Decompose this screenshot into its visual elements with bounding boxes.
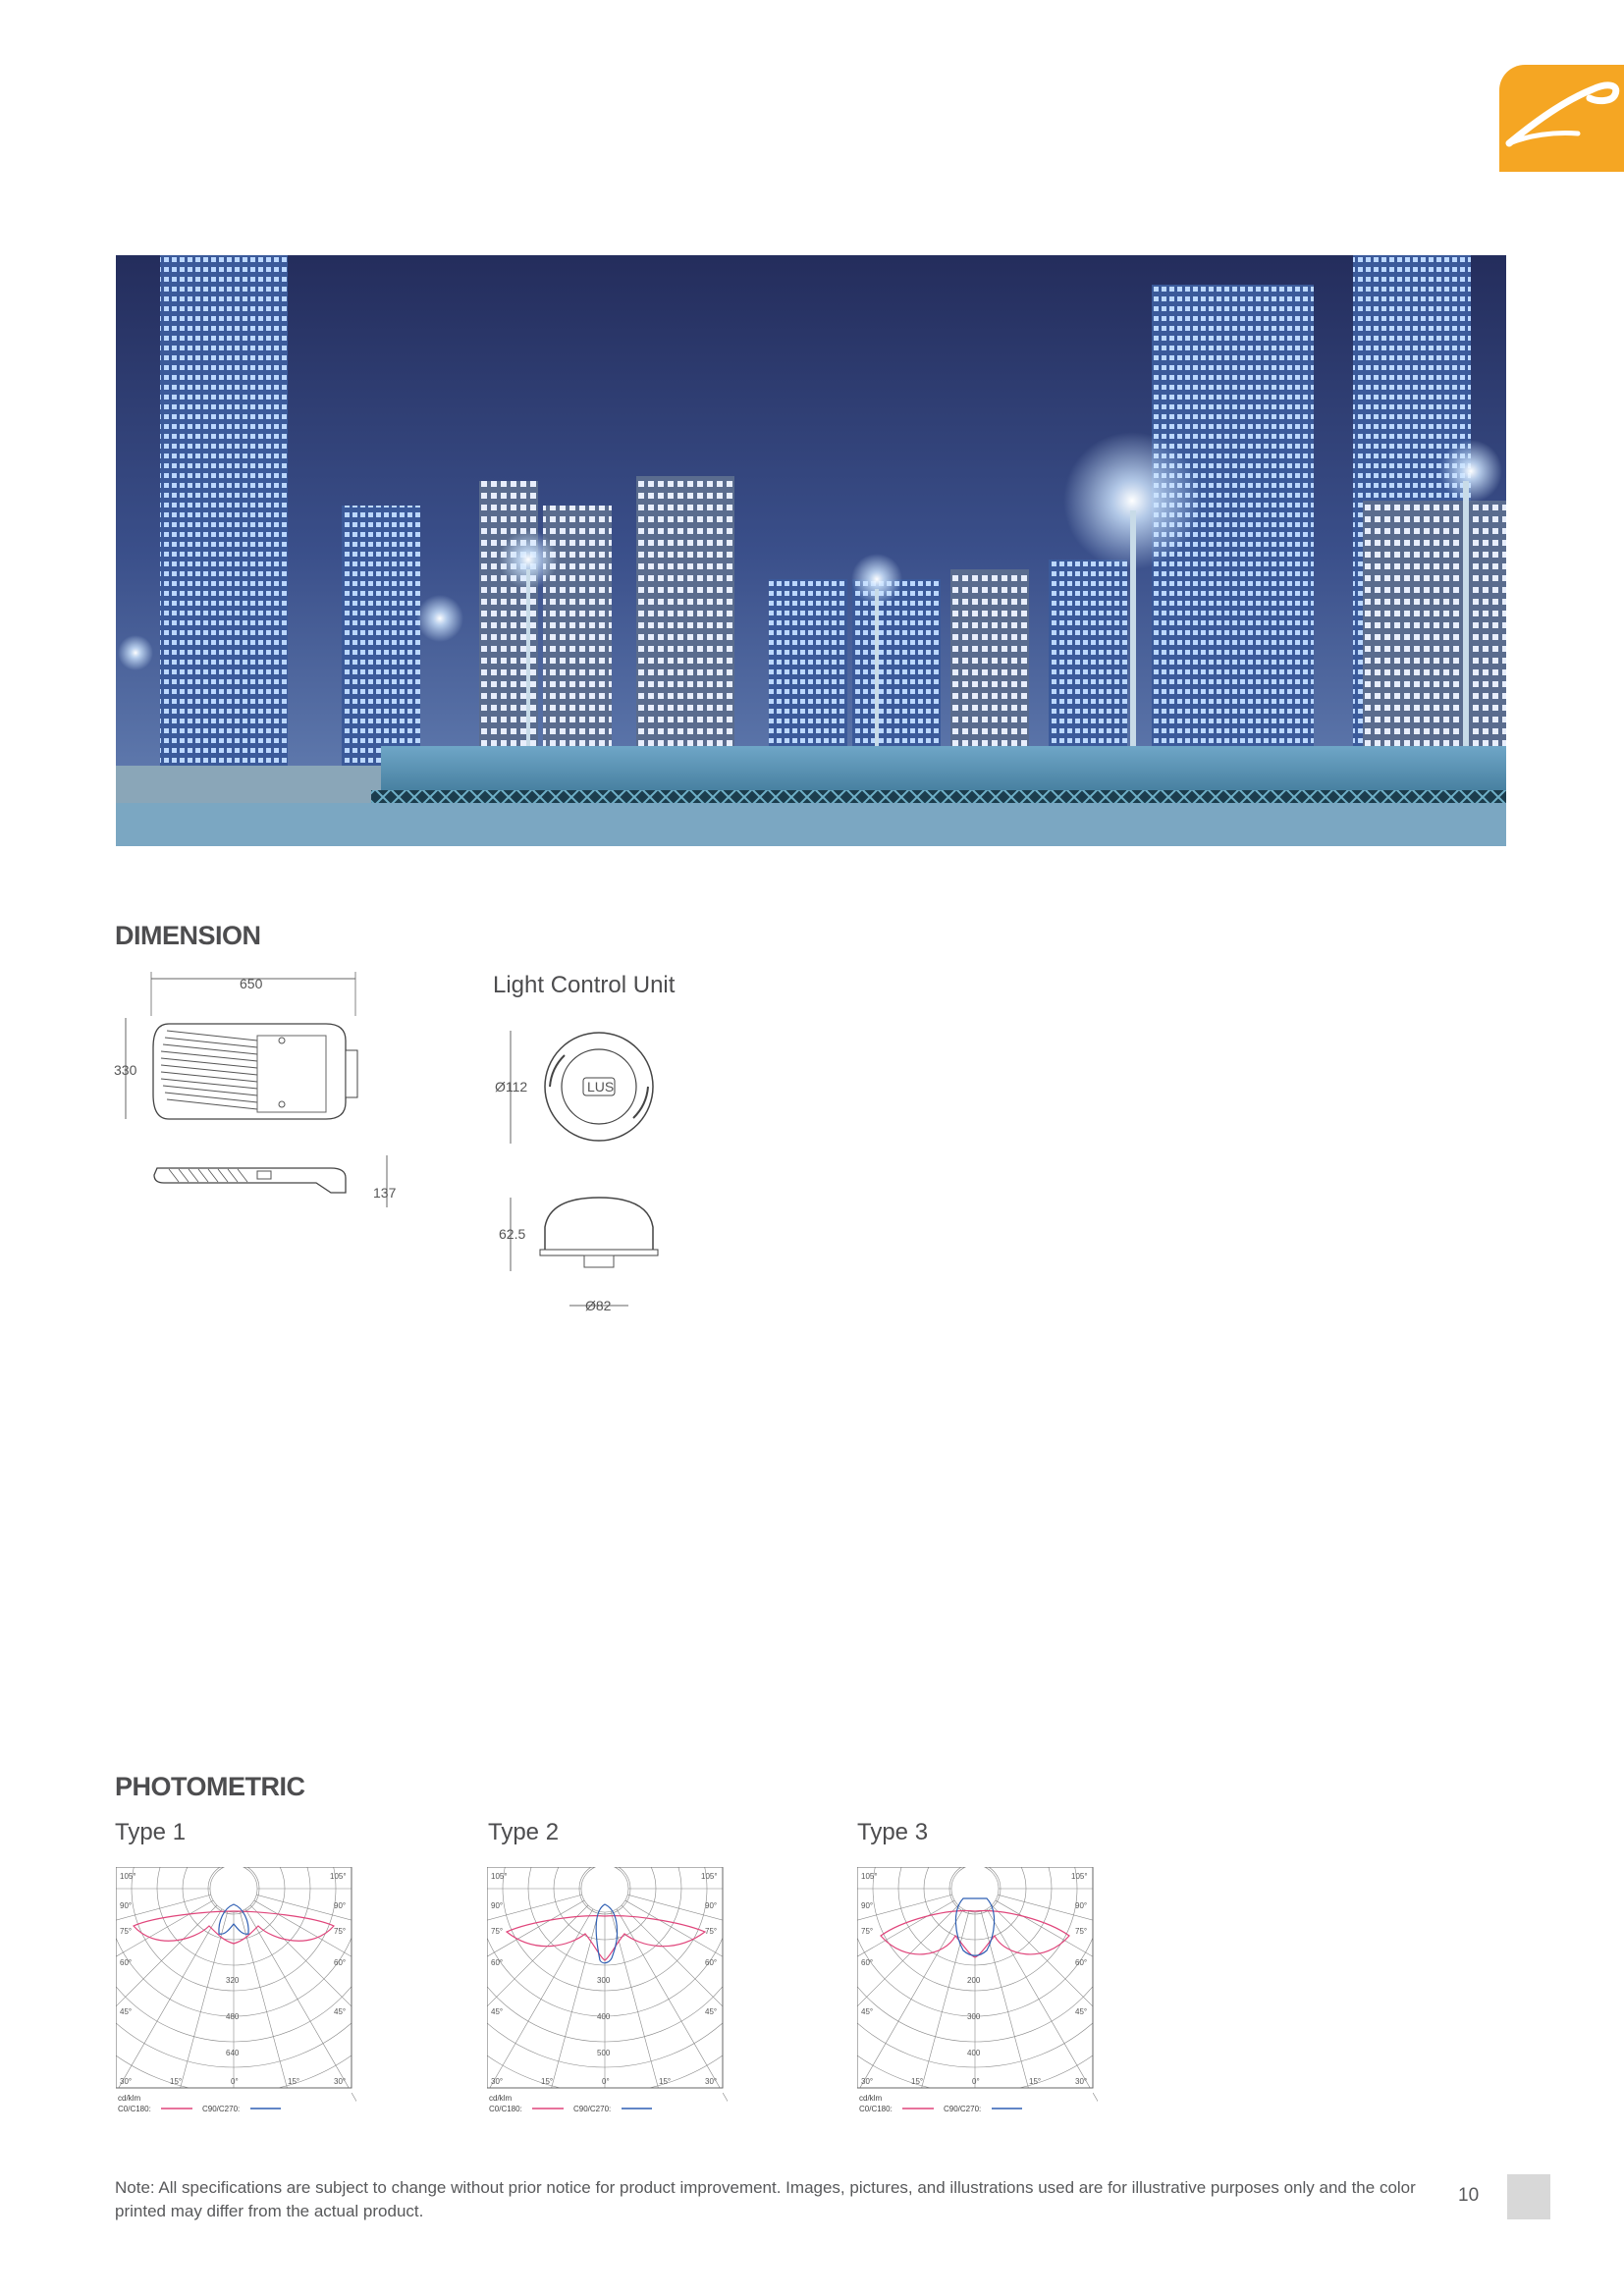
angle-label: 90° [1075, 1901, 1088, 1910]
angle-label: 45° [1075, 2007, 1088, 2016]
dimension-heading: DIMENSION [115, 921, 261, 950]
angle-label: 30° [120, 2077, 133, 2086]
angle-label: 60° [861, 1958, 874, 1967]
angle-label: 0° [972, 2077, 980, 2086]
type-3-label: Type 3 [857, 1819, 929, 1845]
legend-c90-label: C90/C270: [573, 2105, 612, 2113]
polar-center [210, 1867, 257, 1912]
angle-label: 60° [491, 1958, 504, 1967]
angle-label: 15° [911, 2077, 924, 2086]
legend-unit: cd/klm [859, 2094, 883, 2103]
fixture-depth-label: 330 [114, 1062, 137, 1078]
angle-label: 90° [861, 1901, 874, 1910]
control-unit-height-label: 62.5 [499, 1226, 526, 1242]
angle-label: 45° [705, 2007, 718, 2016]
control-unit-diameter-label: Ø112 [495, 1079, 528, 1095]
ring-value-label: 400 [967, 2049, 981, 2057]
fixture-height-label: 137 [373, 1185, 397, 1201]
ring-value-label: 200 [967, 1976, 981, 1985]
polar-mask [352, 1867, 356, 2093]
angle-label: 105° [861, 1872, 878, 1881]
type-1-label: Type 1 [115, 1819, 187, 1845]
polar-center [581, 1867, 628, 1912]
fixture-dimension-drawing [110, 967, 405, 1242]
night-city-skyline-photo [116, 255, 1506, 846]
ring-value-label: 640 [226, 2049, 240, 2057]
ring-value-label: 320 [226, 1976, 240, 1985]
angle-label: 105° [491, 1872, 508, 1881]
ring-value-label: 500 [597, 2049, 611, 2057]
angle-label: 75° [861, 1927, 874, 1936]
legend-unit: cd/klm [118, 2094, 141, 2103]
brand-logo [1499, 65, 1624, 172]
light-control-unit-drawing [491, 1016, 668, 1330]
legend-c0-label: C0/C180: [859, 2105, 893, 2113]
angle-label: 15° [659, 2077, 672, 2086]
polar-diagram-type-1 [116, 1867, 356, 2125]
angle-label: 105° [120, 1872, 136, 1881]
light-control-unit-title: Light Control Unit [493, 972, 676, 998]
angle-label: 75° [120, 1927, 133, 1936]
angle-label: 75° [491, 1927, 504, 1936]
ring-value-label: 300 [597, 1976, 611, 1985]
legend-c90-label: C90/C270: [202, 2105, 241, 2113]
ring-value-label: 480 [226, 2012, 240, 2021]
angle-label: 15° [288, 2077, 300, 2086]
angle-label: 60° [705, 1958, 718, 1967]
angle-label: 60° [334, 1958, 347, 1967]
angle-label: 60° [120, 1958, 133, 1967]
page-tab-marker [1507, 2174, 1550, 2219]
polar-diagram-type-2 [487, 1867, 728, 2125]
angle-label: 45° [120, 2007, 133, 2016]
polar-mask [723, 1867, 728, 2093]
angle-label: 30° [1075, 2077, 1088, 2086]
angle-label: 30° [861, 2077, 874, 2086]
angle-label: 0° [602, 2077, 610, 2086]
polar-diagram-type-3 [857, 1867, 1098, 2125]
control-unit-base-label: Ø82 [585, 1298, 612, 1313]
photometric-heading: PHOTOMETRIC [115, 1772, 305, 1801]
angle-label: 90° [491, 1901, 504, 1910]
angle-label: 75° [1075, 1927, 1088, 1936]
polar-mask [1093, 1867, 1098, 2093]
angle-label: 30° [491, 2077, 504, 2086]
angle-label: 75° [705, 1927, 718, 1936]
angle-label: 30° [334, 2077, 347, 2086]
angle-label: 15° [170, 2077, 183, 2086]
angle-label: 45° [861, 2007, 874, 2016]
angle-label: 90° [705, 1901, 718, 1910]
angle-label: 45° [334, 2007, 347, 2016]
disclaimer-note: Note: All specifications are subject to change without prior notice for product improvement. Images, pictures, and illustrations used are for illustrative purposes only and the color printed may differ from the actual product. [115, 2178, 1416, 2220]
legend-c90-label: C90/C270: [944, 2105, 982, 2113]
angle-label: 105° [701, 1872, 718, 1881]
legend-c0-label: C0/C180: [489, 2105, 522, 2113]
type-2-label: Type 2 [488, 1819, 560, 1845]
angle-label: 60° [1075, 1958, 1088, 1967]
angle-label: 0° [231, 2077, 239, 2086]
angle-label: 30° [705, 2077, 718, 2086]
angle-label: 90° [334, 1901, 347, 1910]
angle-label: 15° [1029, 2077, 1042, 2086]
ring-value-label: 300 [967, 2012, 981, 2021]
angle-label: 105° [330, 1872, 347, 1881]
angle-label: 105° [1071, 1872, 1088, 1881]
fixture-width-label: 650 [240, 976, 263, 991]
angle-label: 45° [491, 2007, 504, 2016]
page-number: 10 [1458, 2185, 1480, 2206]
ring-value-label: 400 [597, 2012, 611, 2021]
angle-label: 75° [334, 1927, 347, 1936]
control-unit-badge: LUS [587, 1079, 615, 1095]
legend-unit: cd/klm [489, 2094, 513, 2103]
street-lamp-swoosh-icon [1499, 65, 1624, 172]
angle-label: 90° [120, 1901, 133, 1910]
angle-label: 15° [541, 2077, 554, 2086]
legend-c0-label: C0/C180: [118, 2105, 151, 2113]
